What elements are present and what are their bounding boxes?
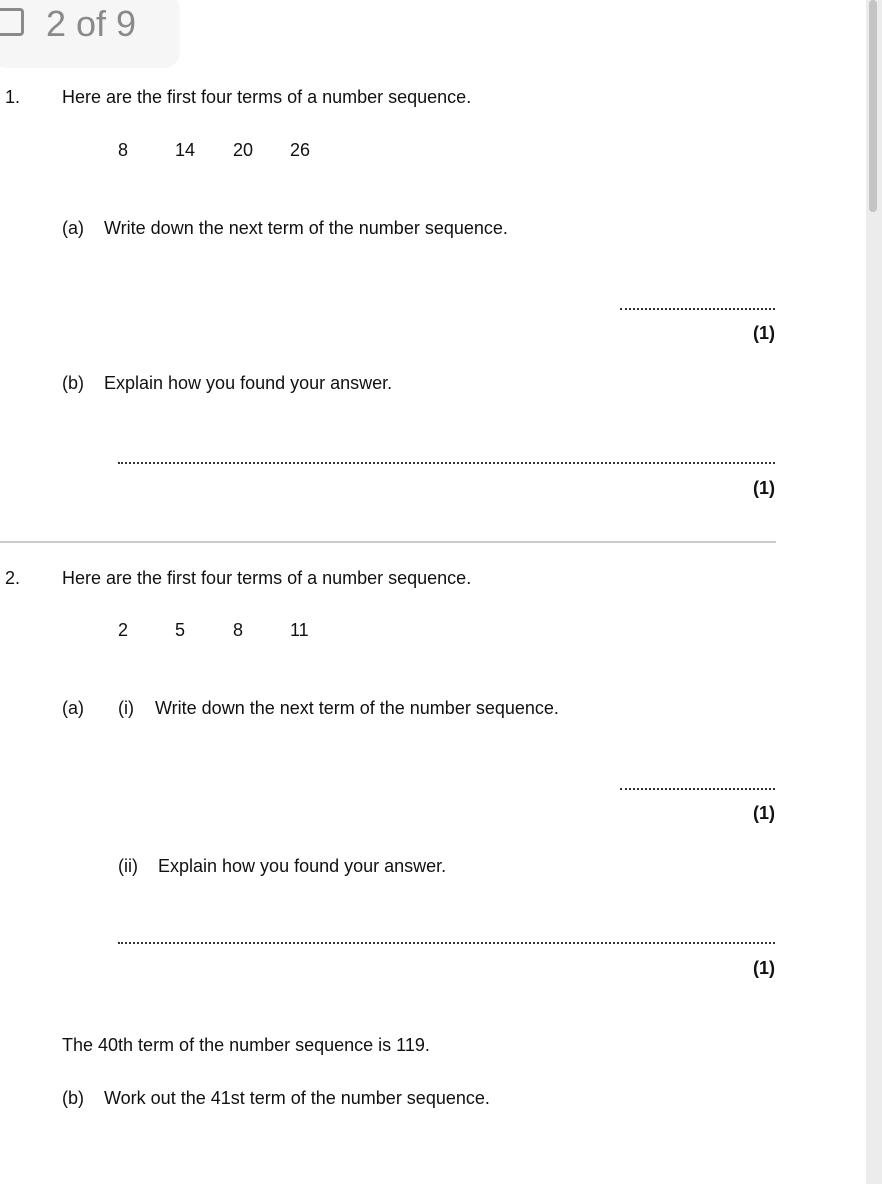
marks-label: (1) [753,803,775,823]
marks-label: (1) [753,323,775,343]
marks-label: (1) [753,478,775,498]
answer-line[interactable] [620,308,775,310]
part-text: Write down the next term of the number sequence. [104,218,508,238]
sequence-term: 11 [290,620,309,640]
sequence-term: 2 [118,620,129,640]
question-number: 1. [5,87,21,107]
info-text: The 40th term of the number sequence is 119. [62,1035,430,1055]
subpart-text: Explain how you found your answer. [158,856,447,876]
part-text: Explain how you found your answer. [104,373,393,393]
subpart-text: Write down the next term of the number sequence. [155,698,559,718]
part-label: (a) [62,218,84,238]
subpart-label: (ii) [118,856,138,876]
scrollbar-thumb[interactable] [869,0,877,212]
subpart-label: (i) [118,698,134,718]
question-divider [0,541,776,543]
page-indicator [0,0,180,68]
question-number: 2. [5,568,21,588]
answer-line[interactable] [620,788,775,790]
answer-line[interactable] [118,462,775,464]
page-icon [0,8,24,36]
sequence-term: 20 [233,140,254,160]
sequence-term: 26 [290,140,311,160]
part-text: Work out the 41st term of the number sequence. [104,1088,490,1108]
sequence-term: 14 [175,140,196,160]
sequence-term: 8 [118,140,129,160]
sequence-term: 5 [175,620,186,640]
page-indicator-text: 2 of 9 [46,3,137,44]
part-label: (b) [62,1088,84,1108]
part-label: (b) [62,373,84,393]
question-stem: Here are the first four terms of a number sequence. [62,87,472,107]
question-stem: Here are the first four terms of a number sequence. [62,568,472,588]
answer-line[interactable] [118,942,775,944]
marks-label: (1) [753,958,775,978]
sequence-term: 8 [233,620,244,640]
part-label: (a) [62,698,84,718]
